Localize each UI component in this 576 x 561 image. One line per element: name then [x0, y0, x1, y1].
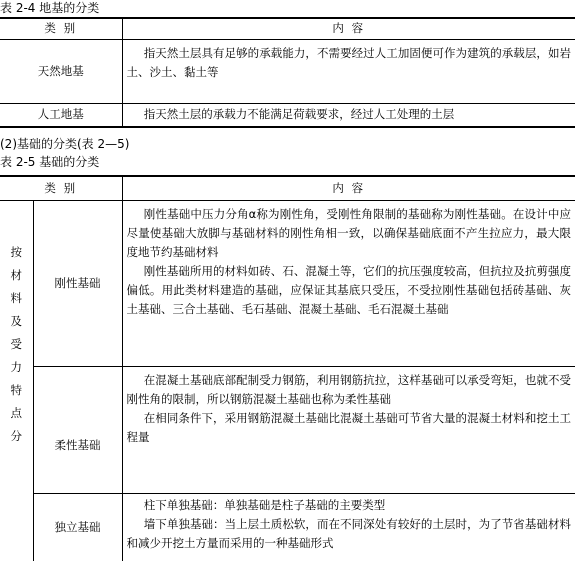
row-content: 指天然土层的承载力不能满足荷载要求，经过人工处理的土层 [122, 103, 575, 127]
row-content: 刚性基础中压力分角α称为刚性角，受刚性角限制的基础称为刚性基础。在设计中应尽量使基础大放脚与基础材料的刚性角相一致，以确保基础底面不产生拉应力，最大限度地节约基础材料 刚性基础所用的材料如砖、石、混凝土等，它们的抗压强度较高，但抗拉及抗剪强度偏低。用此类材料建造的基础，应保证其基底只受压，不受拉刚性基础包括砖基础、灰土基础、三合土基础、毛石基础、混凝土基础、毛石混凝土基础 [122, 200, 575, 366]
subheading: (2)基础的分类(表 2—5) [0, 137, 130, 151]
table-row [0, 493, 575, 561]
table-2-4-header-content: 内 容 [122, 18, 575, 39]
table-2-4 [0, 17, 575, 128]
table-2-5 [0, 175, 575, 561]
table-2-5-header-category: 类 别 [0, 176, 122, 200]
table-row [0, 366, 575, 493]
row-label: 独立基础 [33, 493, 122, 561]
row-content: 柱下单独基础：单独基础是柱子基础的主要类型 墙下单独基础：当上层土质松软，而在不同深处有较好的土层时，为了节省基础材料和减少开挖土方量而采用的一种基础形式 [122, 493, 575, 561]
table-row [0, 200, 575, 366]
table-row [0, 39, 575, 103]
row-content: 在混凝土基础底部配制受力钢筋，利用钢筋抗拉，这样基础可以承受弯矩，也就不受刚性角的限制，所以钢筋混凝土基础也称为柔性基础 在相同条件下，采用钢筋混凝土基础比混凝土基础可节省大量的混凝土材料和挖土工程量 [122, 366, 575, 493]
table-2-4-caption: 表 2-4 地基的分类 [0, 1, 100, 15]
row-label: 刚性基础 [33, 200, 122, 366]
table-2-4-header-category: 类 别 [0, 18, 122, 39]
table-row [0, 103, 575, 127]
row-label: 人工地基 [37, 107, 84, 122]
row-label: 天然地基 [0, 39, 122, 103]
table-2-5-caption: 表 2-5 基础的分类 [0, 155, 100, 169]
group-label-vertical: 按 材 料 及 受 力 特 点 分 [10, 244, 22, 443]
table-2-5-header-content: 内 容 [122, 176, 575, 200]
row-content: 指天然土层具有足够的承载能力，不需要经过人工加固便可作为建筑的承载层，如岩土、沙土、黏土等 [122, 39, 575, 103]
row-label: 柔性基础 [33, 366, 122, 493]
